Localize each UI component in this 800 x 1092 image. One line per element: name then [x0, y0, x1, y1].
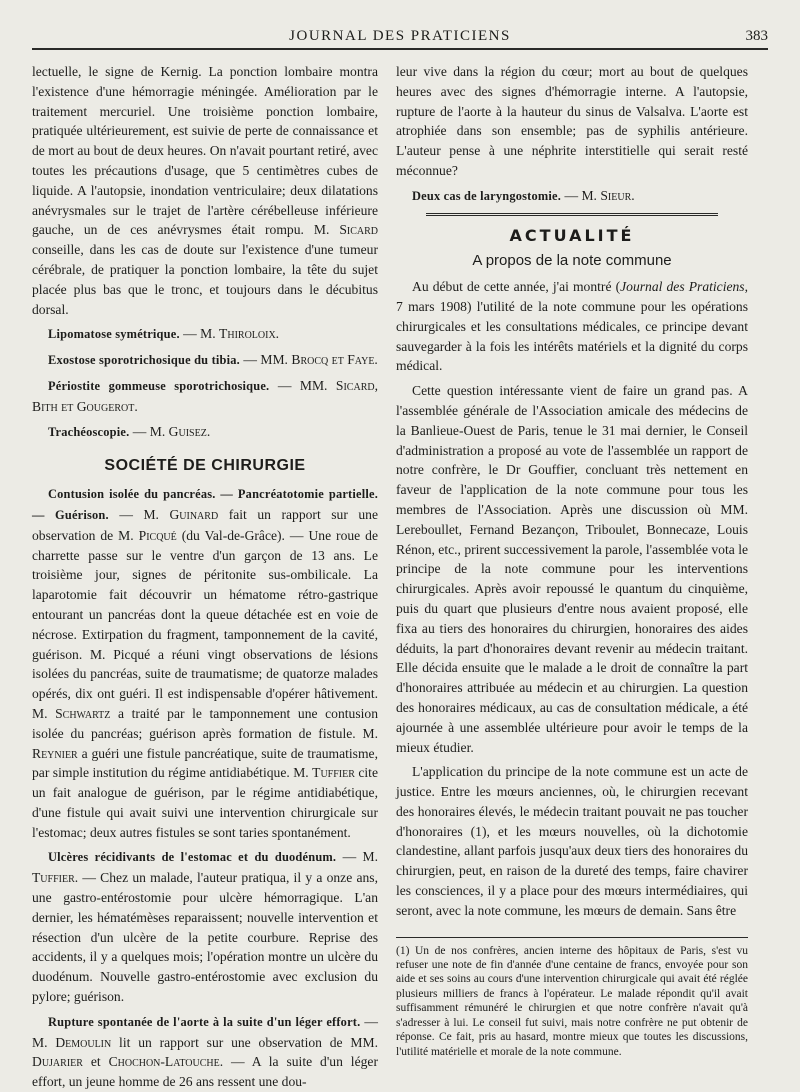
author-name: Thiroloix.	[219, 326, 280, 342]
author-name: Demoulin	[55, 1034, 112, 1050]
page-header	[32, 22, 768, 50]
author-name: Guinard	[169, 506, 219, 522]
journal-title: JOURNAL DES PRATICIENS	[289, 28, 511, 44]
item-title: Lipomatose symétrique.	[48, 327, 180, 342]
communication-item: Exostose sporotrichosique du tibia. — MM. Brocq et Faye.	[48, 352, 378, 368]
section-heading: ACTUALITÉ	[509, 225, 635, 245]
item-title: Trachéoscopie.	[48, 424, 130, 439]
left-column	[32, 62, 379, 1090]
section-heading: SOCIÉTÉ DE CHIRURGIE	[104, 457, 306, 475]
item-title: Rupture spontanée de l'aorte à la suite d'un léger effort.	[48, 1014, 361, 1029]
paragraph: leur vive dans la région du cœur; mort au bout de quelques heures avec des signes d'hémorragie interne. A l'autopsie, rupture de l'aorte à la hauteur du sinus de Valsalva. L'aorte est atrophiée dans son ensemble; pas de syphilis antérieure. L'auteur pense à une néphrite interstitielle qui serait resté méconnue?	[396, 64, 748, 178]
author-name: Schwartz	[55, 705, 111, 721]
footnote-divider	[396, 937, 748, 938]
item-title: Contusion isolée du pancréas. — Pancréatotomie partielle. — Guérison.	[32, 487, 378, 522]
paragraph: Contusion isolée du pancréas. — Pancréatotomie partielle. — Guérison. — M. Guinard fait un rapport sur une observation de M. Picqué (du Val-de-Grâce). — Une roue de charrette passe sur le ventre d'un garçon de 13 ans. Le troisième jour, signes de péritonite sus-ombilicale. La laparotomie fait découvrir un hématome rétro-gastrique entourant un pancréas dont la queue détachée est en voie de nécrose. Extirpation du fragment, tamponnement de la cavité, guérison. M. Picqué a réuni vingt observations de lésions isolées du pancréas, suite de traumatisme; de quatorze malades opérés, dix ont guéri. Il est indispensable d'opérer hâtivement. M. Schwartz a traité par le tamponnement une contusion isolée du pancréas; guérison après formation de fistule. M. Reynier a guéri une fistule pancréatique, suite de traumatisme, par simple institution du régime antidiabétique. M. Tuffier cite un fait analogue de guérison, par le régime antidiabétique, d'une fistule qui avait suivi une intervention chirurgicale sur l'estomac; deux autres fistules se sont taries spontanément.	[32, 487, 379, 840]
author-name: Sicard, Bith et Gougerot.	[32, 377, 378, 414]
author-name: Tuffier.	[32, 870, 79, 886]
paragraph: Au début de cette année, j'ai montré (Journal des Praticiens, 7 mars 1908) l'utilité de la note commune pour les opérations chirurgicales et les consultations médicales, ce principe devant sauvegarder à la fois les intérêts matériels et la dignité du corps médical.	[396, 279, 749, 374]
communication-item: Périostite gommeuse sporotrichosique. — MM. Sicard, Bith et Gougerot.	[32, 377, 378, 414]
communication-item: Trachéoscopie. — M. Guisez.	[48, 423, 211, 439]
article-title: A propos de la note commune	[472, 252, 672, 270]
paragraph: Rupture spontanée de l'aorte à la suite d'un léger effort. — M. Demoulin lit un rapport sur une observation de MM. Dujarier et Chochon-Latouche. — A la suite d'un léger effort, un jeune homme de 26 ans ressent une dou-	[32, 1013, 378, 1090]
section-divider	[426, 213, 718, 216]
author-name: Tuffier	[312, 765, 355, 781]
author-name: Picqué	[138, 527, 177, 543]
item-title: Ulcères récidivants de l'estomac et du duodénum.	[48, 850, 337, 865]
paragraph: Cette question intéressante vient de faire un grand pas. A l'assemblée générale de l'Association amicale des médecins de la Banlieue-Ouest de Paris, tenue le 31 mai dernier, le Conseil d'administration a proposé au vote de l'assemblée un rapport de notre confrère, le Dr Gouffier, concluant très nettement en faveur de l'application de la note commune pour tous les membres de l'Association. Après une discussion où MM. Lereboullet, Fernand Bezançon, Triboulet, Bonnecaze, Louis Rénon, etc., prirent successivement la parole, l'assemblée vota le principe de la note commune pour les interventions chirurgicales. Après avoir repoussé le quantum du cinquième, puis du quart que plusieurs d'entre nous avaient proposé, elle fixa au tiers des honoraires du chirurgien, honoraires des aides déduits, la part d'honoraires devant revenir au médecin traitant. Elle décida ensuite que le malade a le droit de connaître la part d'honoraires attribuée au médecin et au chirurgien. La question des honoraires médicaux, au cas de consultation médicale, a été ajournée à une assemblée ultérieure pour avoir le temps de la mieux étudier.	[396, 383, 748, 755]
page-number: 383	[745, 28, 768, 44]
item-title: Deux cas de laryngostomie.	[412, 188, 562, 203]
author-name: Dujarier	[32, 1054, 83, 1070]
journal-reference: Journal des Praticiens	[620, 279, 745, 295]
right-column	[396, 62, 749, 1058]
footnote: (1) Un de nos confrères, ancien interne des hôpitaux de Paris, s'est vu refuser une note de fin d'année d'une centaine de francs, envoyée pour son aide et ses soins au cours d'une intervention chirurgicale qui avait été réglée plusieurs milliers de francs à l'opérateur. Le malade répondit qu'il avait suffisamment rémunéré le chirurgien et que notre confrère n'avait qu'à s'adresser à lui. Le conseil fut suivi, mais notre confrère ne put obtenir de réponse. Ce fait, pris au hasard, montre mieux que toutes les discussions, l'utilité matérielle et morale de la note commune.	[396, 944, 748, 1058]
author-name: Guisez.	[168, 423, 211, 439]
communication-item: Deux cas de laryngostomie. — M. Sieur.	[412, 187, 635, 203]
paragraph: Ulcères récidivants de l'estomac et du duodénum. — M. Tuffier. — Chez un malade, l'auteur pratiqua, il y a onze ans, une gastro-entérostomie pour ulcère hémorragique. L'an dernier, les hématémèses reparaissent; nouvelle intervention et résection d'un ulcère de la petite courbure. Reprise des accidents, il y a quelques mois; l'opération montre un ulcère du duodénum. Nouvelle gastro-entérostomie avec exclusion du pylore; guérison.	[32, 849, 378, 1005]
item-title: Périostite gommeuse sporotrichosique.	[48, 378, 270, 393]
item-title: Exostose sporotrichosique du tibia.	[48, 353, 240, 368]
paragraph: L'application du principe de la note commune est un acte de justice. Entre les mœurs anciennes, où, le chirurgien recevant des honoraires élevés, le médecin traitant pouvait ne pas toucher d'honoraires (1), et les mœurs nouvelles, où la dichotomie clandestine, allant parfois jusqu'aux deux tiers des honoraires du chirurgien, peut, en raison de la dureté des temps, faire chavirer les consciences, il y a place pour des mœurs intermédiaires, qui seront, avec la note commune, les mœurs de demain. Sans être	[396, 764, 748, 918]
author-name: Sieur.	[600, 187, 635, 203]
author-name: Chochon-Latouche.	[108, 1054, 224, 1070]
paragraph: lectuelle, le signe de Kernig. La ponction lombaire montra l'existence d'une hémorragie méningée. Amélioration par le traitement mercuriel. Une troisième ponction lombaire, pratiquée ultérieurement, est suivie de perte de connaissance et de mort au bout de deux heures. On n'avait pourtant retiré, avec toutes les précautions d'usage, que 5 centimètres cubes de liquide. A l'autopsie, inondation ventriculaire; deux dilatations anévrysmales sur le trajet de l'artère cérébelleuse inférieure gauche, un de ces anévrysmes était rompu. M. Sicard conseille, dans les cas de doute sur l'existence d'une tumeur cérébrale, de pratiquer la ponction lombaire, la tête du sujet placée plus bas que le tronc, et toujours dans le décubitus dorsal.	[32, 64, 378, 317]
author-name: Brocq et Faye.	[291, 352, 378, 368]
communication-item: Lipomatose symétrique. — M. Thiroloix.	[48, 326, 280, 342]
author-name: Sicard	[339, 222, 378, 238]
author-name: Reynier	[32, 745, 78, 761]
